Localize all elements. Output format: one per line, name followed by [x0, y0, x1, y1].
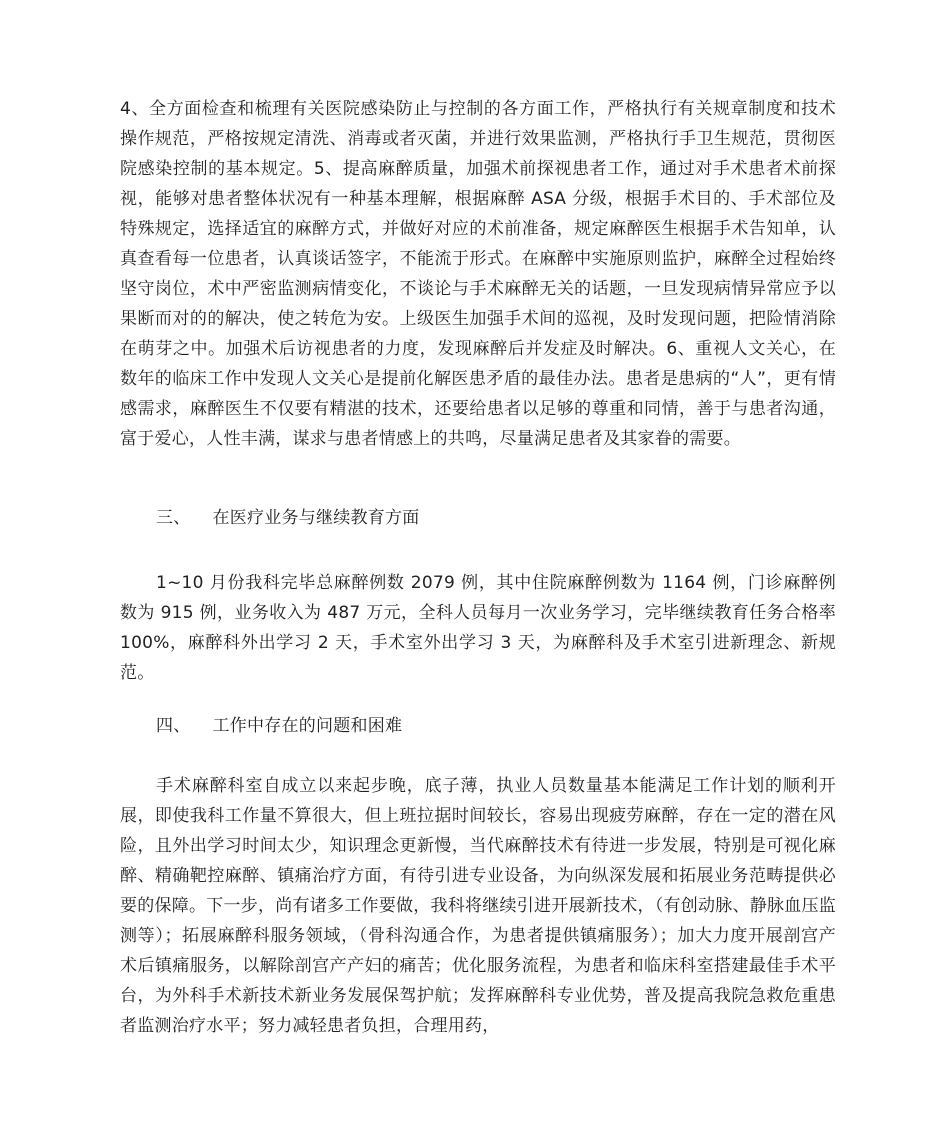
section-number-4: 四、: [156, 716, 191, 736]
section-title-3: 在医疗业务与继续教育方面: [212, 508, 420, 528]
section-number-3: 三、: [156, 508, 191, 528]
section-title-4: 工作中存在的问题和困难: [212, 716, 403, 736]
paragraph-medical-business: 1~10 月份我科完毕总麻醉例数 2079 例，其中住院麻醉例数为 1164 例，门诊麻醉例数为 915 例，业务收入为 487 万元，全科人员每月一次业务学习，完毕继续教育任务合格率 100%，麻醉科外出学习 2 天，手术室外出学习 3 天，为麻醉科及手术室引进新理念、新规范。: [120, 573, 836, 683]
section-heading-4: [156, 711, 402, 741]
paragraph-quality-control: 4、全方面检查和梳理有关医院感染防止与控制的各方面工作，严格执行有关规章制度和技术操作规范，严格按规定清洗、消毒或者灭菌，并进行效果监测，严格执行手卫生规范，贯彻医院感染控制的基本规定。5、提高麻醉质量，加强术前探视患者工作，通过对手术患者术前探视，能够对患者整体状况有一种基本理解，根据麻醉 ASA 分级，根据手术目的、手术部位及特殊规定，选择适宜的麻醉方式，并做好对应的术前准备，规定麻醉医生根据手术告知单，认真查看每一位患者，认真谈话签字，不能流于形式。在麻醉中实施原则监护，麻醉全过程始终坚守岗位，术中严密监测病情变化，不谈论与手术麻醉无关的话题，一旦发现病情异常应予以果断而对的的解决，使之转危为安。上级医生加强手术间的巡视，及时发现问题，把险情消除在萌芽之中。加强术后访视患者的力度，发现麻醉后并发症及时解决。6、重视人文关心，在数年的临床工作中发现人文关心是提前化解医患矛盾的最佳办法。患者是患病的“人”，更有情感需求，麻醉医生不仅要有精湛的技术，还要给患者以足够的尊重和同情，善于与患者沟通，富于爱心，人性丰满，谋求与患者情感上的共鸣，尽量满足患者及其家眷的需要。: [120, 99, 836, 449]
section-heading-3: [156, 503, 420, 533]
paragraph-problems-difficulties: 手术麻醉科室自成立以来起步晚，底子薄，执业人员数量基本能满足工作计划的顺利开展，即使我科工作量不算很大，但上班拉据时间较长，容易出现疲劳麻醉，存在一定的潜在风险，且外出学习时间太少，知识理念更新慢，当代麻醉技术有待进一步发展，特别是可视化麻醉、精确靶控麻醉、镇痛治疗方面，有待引进专业设备，为向纵深发展和拓展业务范畴提供必要的保障。下一步，尚有诸多工作要做，我科将继续引进开展新技术，（有创动脉、静脉血压监测等）；拓展麻醉科服务领域，（骨科沟通合作，为患者提供镇痛服务）；加大力度开展剖宫产术后镇痛服务，以解除剖宫产产妇的痛苦；优化服务流程，为患者和临床科室搭建最佳手术平台，为外科手术新技术新业务发展保驾护航；发挥麻醉科专业优势，普及提高我院急救危重患者监测治疗水平；努力减轻患者负担，合理用药，: [120, 776, 836, 1036]
